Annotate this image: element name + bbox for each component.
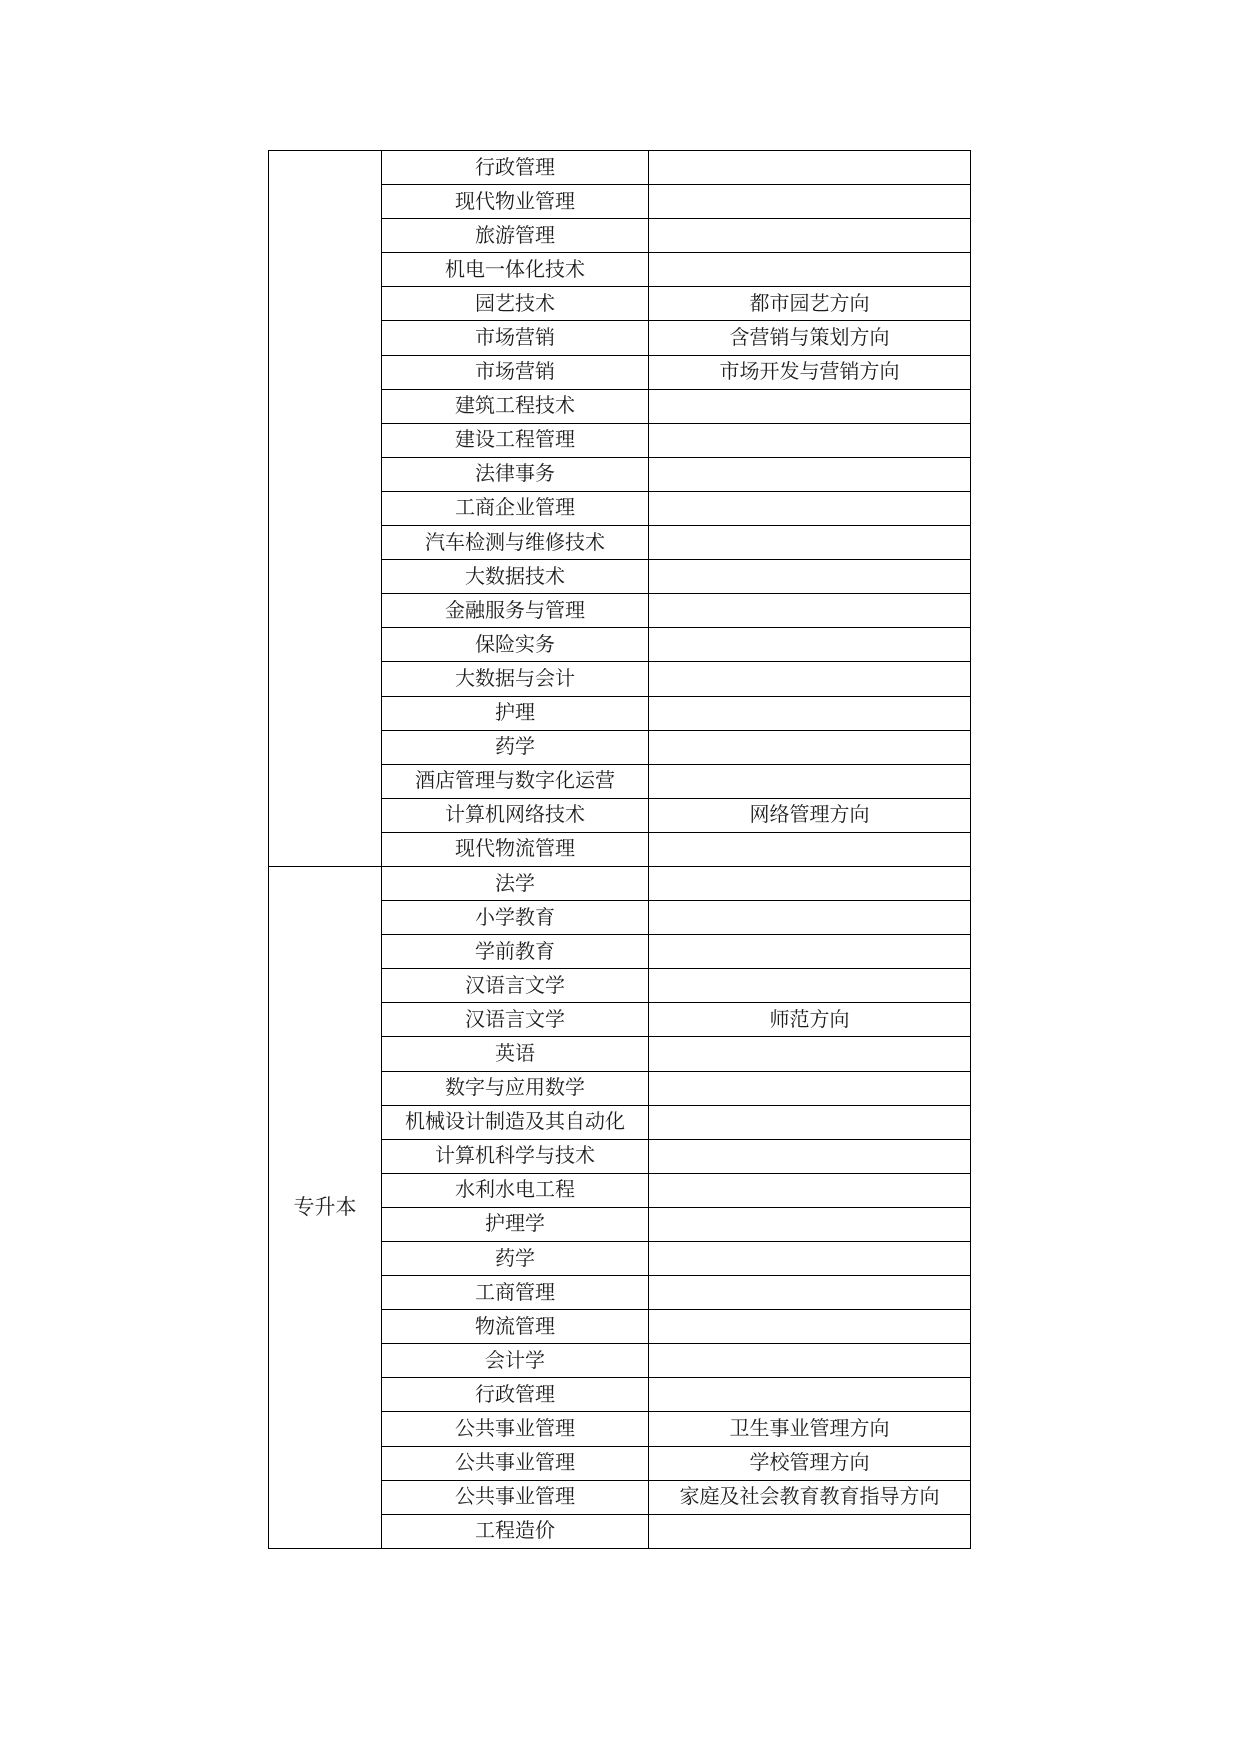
- major-cell: 水利水电工程: [382, 1173, 649, 1207]
- major-cell: 机械设计制造及其自动化: [382, 1105, 649, 1139]
- direction-cell: [649, 389, 971, 423]
- direction-cell: [649, 594, 971, 628]
- direction-cell: [649, 1276, 971, 1310]
- direction-cell: [649, 969, 971, 1003]
- major-cell: 建筑工程技术: [382, 389, 649, 423]
- direction-cell: [649, 253, 971, 287]
- major-cell: 汉语言文学: [382, 1003, 649, 1037]
- direction-cell: 学校管理方向: [649, 1446, 971, 1480]
- direction-cell: 家庭及社会教育教育指导方向: [649, 1480, 971, 1514]
- major-cell: 英语: [382, 1037, 649, 1071]
- major-cell: 物流管理: [382, 1310, 649, 1344]
- major-cell: 大数据与会计: [382, 662, 649, 696]
- direction-cell: [649, 1207, 971, 1241]
- direction-cell: [649, 560, 971, 594]
- table-row: [269, 151, 971, 185]
- direction-cell: [649, 151, 971, 185]
- direction-cell: 网络管理方向: [649, 798, 971, 832]
- direction-cell: [649, 491, 971, 525]
- major-cell: 行政管理: [382, 1378, 649, 1412]
- direction-cell: [649, 1242, 971, 1276]
- direction-cell: [649, 662, 971, 696]
- major-cell: 保险实务: [382, 628, 649, 662]
- direction-cell: [649, 628, 971, 662]
- direction-cell: [649, 764, 971, 798]
- direction-cell: [649, 730, 971, 764]
- major-cell: 酒店管理与数字化运营: [382, 764, 649, 798]
- major-cell: 法学: [382, 866, 649, 900]
- major-cell: 工程造价: [382, 1514, 649, 1548]
- major-cell: 汽车检测与维修技术: [382, 526, 649, 560]
- direction-cell: [649, 1310, 971, 1344]
- direction-cell: [649, 526, 971, 560]
- direction-cell: [649, 696, 971, 730]
- major-cell: 药学: [382, 730, 649, 764]
- major-cell: 行政管理: [382, 151, 649, 185]
- direction-cell: [649, 832, 971, 866]
- direction-cell: [649, 457, 971, 491]
- major-cell: 公共事业管理: [382, 1480, 649, 1514]
- direction-cell: [649, 866, 971, 900]
- major-cell: 机电一体化技术: [382, 253, 649, 287]
- programs-table: [268, 150, 971, 1549]
- direction-cell: 卫生事业管理方向: [649, 1412, 971, 1446]
- direction-cell: [649, 1105, 971, 1139]
- direction-cell: [649, 1139, 971, 1173]
- major-cell: 公共事业管理: [382, 1412, 649, 1446]
- major-cell: 公共事业管理: [382, 1446, 649, 1480]
- major-cell: 金融服务与管理: [382, 594, 649, 628]
- major-cell: 汉语言文学: [382, 969, 649, 1003]
- category-cell: [269, 151, 382, 867]
- direction-cell: [649, 1037, 971, 1071]
- direction-cell: 市场开发与营销方向: [649, 355, 971, 389]
- major-cell: 建设工程管理: [382, 423, 649, 457]
- direction-cell: [649, 1378, 971, 1412]
- major-cell: 小学教育: [382, 901, 649, 935]
- major-cell: 学前教育: [382, 935, 649, 969]
- direction-cell: [649, 185, 971, 219]
- major-cell: 工商企业管理: [382, 491, 649, 525]
- direction-cell: [649, 1071, 971, 1105]
- direction-cell: [649, 1344, 971, 1378]
- major-cell: 工商管理: [382, 1276, 649, 1310]
- major-cell: 护理学: [382, 1207, 649, 1241]
- direction-cell: [649, 423, 971, 457]
- major-cell: 市场营销: [382, 355, 649, 389]
- major-cell: 护理: [382, 696, 649, 730]
- programs-table-body: [269, 151, 971, 1549]
- major-cell: 药学: [382, 1242, 649, 1276]
- major-cell: 会计学: [382, 1344, 649, 1378]
- category-cell: 专升本: [269, 866, 382, 1548]
- major-cell: 市场营销: [382, 321, 649, 355]
- direction-cell: [649, 901, 971, 935]
- direction-cell: [649, 1173, 971, 1207]
- major-cell: 计算机网络技术: [382, 798, 649, 832]
- major-cell: 法律事务: [382, 457, 649, 491]
- direction-cell: [649, 1514, 971, 1548]
- direction-cell: [649, 935, 971, 969]
- major-cell: 数字与应用数学: [382, 1071, 649, 1105]
- direction-cell: 师范方向: [649, 1003, 971, 1037]
- table-row: [269, 866, 971, 900]
- direction-cell: [649, 219, 971, 253]
- major-cell: 旅游管理: [382, 219, 649, 253]
- direction-cell: 含营销与策划方向: [649, 321, 971, 355]
- major-cell: 现代物流管理: [382, 832, 649, 866]
- major-cell: 大数据技术: [382, 560, 649, 594]
- major-cell: 园艺技术: [382, 287, 649, 321]
- direction-cell: 都市园艺方向: [649, 287, 971, 321]
- major-cell: 现代物业管理: [382, 185, 649, 219]
- major-cell: 计算机科学与技术: [382, 1139, 649, 1173]
